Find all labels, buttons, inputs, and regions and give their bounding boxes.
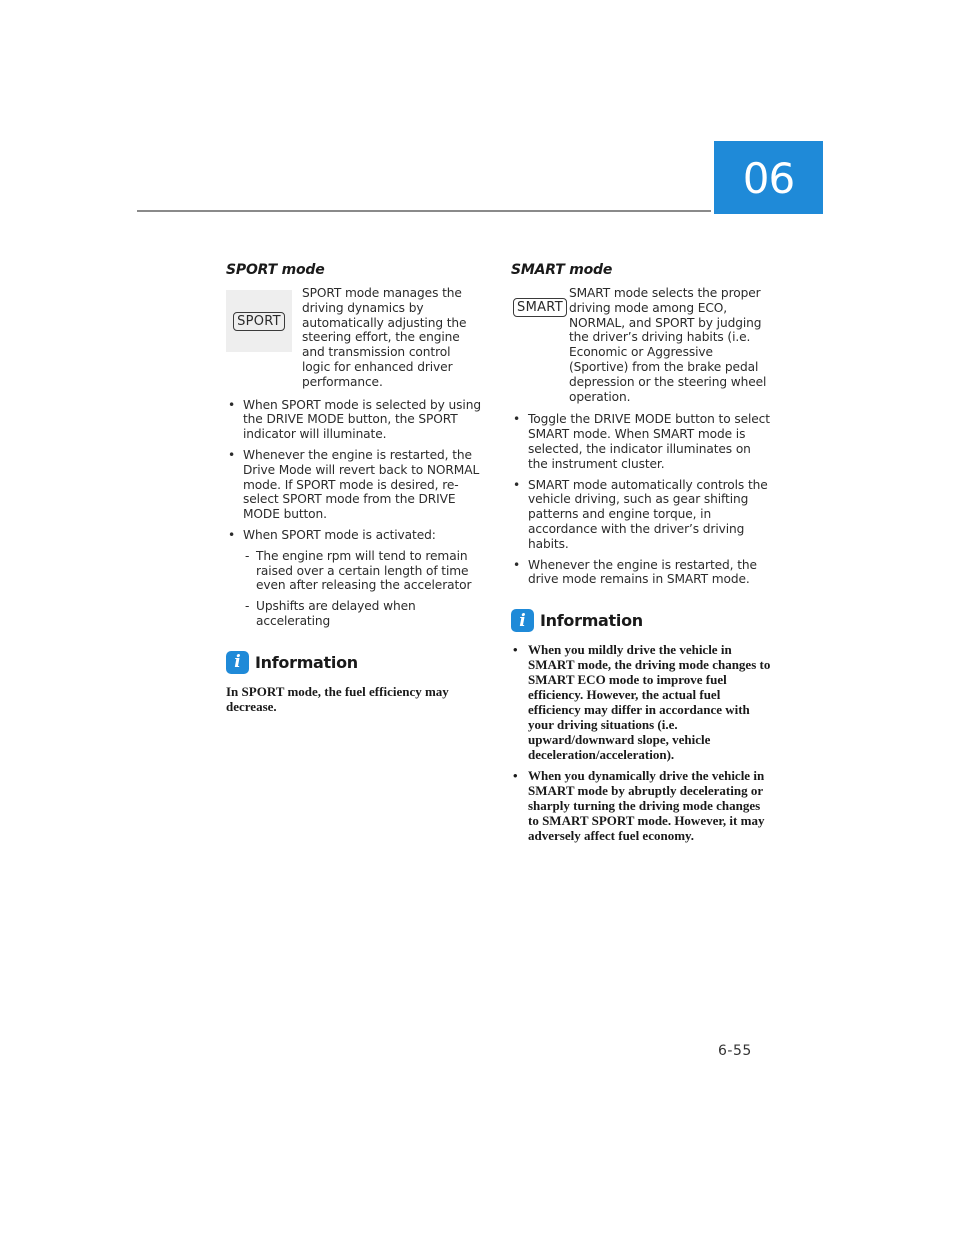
smart-indicator-label: SMART — [513, 298, 567, 317]
smart-bullet-list — [511, 412, 773, 587]
info-list-item: • When you dynamically drive the vehicle in SMART mode by abruptly decelerating or sharply turning the driving mode changes to SMART SPORT mode. However, it may adversely affect fuel economy. — [511, 768, 773, 843]
smart-intro-text: SMART mode selects the proper driving mode among ECO, NORMAL, and SPORT by judging the driver’s driving habits (i.e. Economic or Aggressive (Sportive) from the brake pedal depression or the steering wheel operation. — [569, 286, 767, 404]
smart-info-list — [511, 642, 773, 843]
sub-list-item: - Upshifts are delayed when accelerating — [243, 599, 482, 629]
sport-mode-title: SPORT mode — [226, 262, 325, 278]
smart-info-heading — [511, 609, 773, 632]
smart-info-title: Information — [540, 611, 643, 631]
sport-sub-list — [243, 549, 482, 629]
sport-mode-section — [226, 262, 482, 714]
page-number: 6-55 — [718, 1043, 752, 1059]
sport-indicator-icon — [226, 290, 292, 352]
sport-info-title: Information — [255, 652, 358, 672]
sport-bullet-list — [226, 398, 482, 629]
info-icon: i — [226, 651, 249, 674]
sub-list-item: - The engine rpm will tend to remain raised over a certain length of time even after releasing the accelerator — [243, 549, 482, 593]
list-item: • When SPORT mode is selected by using the DRIVE MODE button, the SPORT indicator will illuminate. — [226, 398, 482, 442]
smart-mode-section — [511, 262, 773, 849]
smart-indicator-icon — [511, 292, 569, 322]
list-item: • Whenever the engine is restarted, the drive mode remains in SMART mode. — [511, 558, 773, 588]
smart-mode-title: SMART mode — [511, 262, 613, 278]
smart-intro — [511, 286, 773, 404]
sport-info-heading — [226, 651, 482, 674]
chapter-tab: 06 — [714, 141, 823, 214]
list-item-text: When SPORT mode is activated: — [243, 527, 436, 542]
sport-info-body: In SPORT mode, the fuel efficiency may decrease. — [226, 683, 449, 714]
header-rule — [137, 210, 711, 212]
info-icon: i — [511, 609, 534, 632]
list-item: • SMART mode automatically controls the vehicle driving, such as gear shifting patterns and engine torque, in accordance with the driver’s driving habits. — [511, 478, 773, 552]
list-item: • Toggle the DRIVE MODE button to select SMART mode. When SMART mode is selected, the indicator illuminates on the instrument cluster. — [511, 412, 773, 471]
sport-intro-text: SPORT mode manages the driving dynamics by automatically adjusting the steering effort, the engine and transmission control logic for enhanced driver performance. — [302, 286, 467, 389]
sport-indicator-label: SPORT — [233, 312, 285, 331]
sport-intro — [226, 286, 482, 390]
info-list-item: • When you mildly drive the vehicle in SMART mode, the driving mode changes to SMART ECO mode to improve fuel efficiency. However, the actual fuel efficiency may differ in accordance with your driving situations (i.e. upward/downward slope, vehicle deceleration/acceleration). — [511, 642, 773, 762]
list-item: • Whenever the engine is restarted, the Drive Mode will revert back to NORMAL mode. If SPORT mode is desired, re-select SPORT mode from the DRIVE MODE button. — [226, 448, 482, 522]
list-item — [226, 528, 482, 629]
